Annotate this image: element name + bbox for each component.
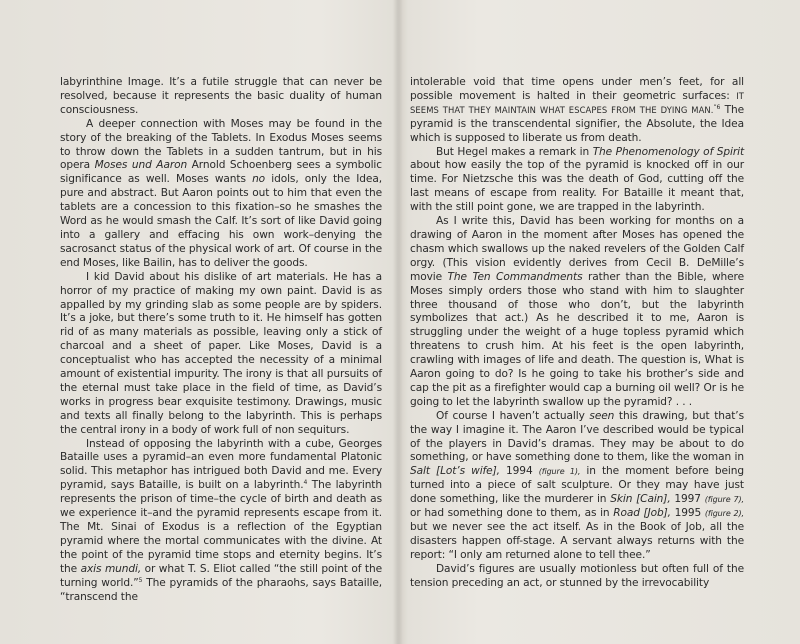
figure-reference: (figure 1), xyxy=(538,467,581,477)
paragraph: As I write this, David has been working for months on a drawing of Aaron in the moment after Moses has opened the chasm which swallows up the naked revelers of the Golden Calf orgy. (This vision evidently derives from Cecil B. DeMille’s movie The Ten Commandments rather than the Bible, where Moses simply orders those who stand with him to slaughter three thousand of those who don’t, but the labyrinth symbolizes that act.) As he described it to me, Aaron is struggling under the weight of a huge topless pyramid which threatens to crush him. At his feet is the open labyrinth, crawling with images of life and death. The question is, What is Aaron going to do? Is he going to take his brother’s side and cap the pit as a firefighter would cap a burning oil well? Or is he going to let the labyrinth swallow up the pyramid? . . . xyxy=(410,215,744,408)
paragraph: intolerable void that time opens under men’s feet, for all possible movement is halted in their geometric surfaces: IT SEEMS THAT THEY MAINTAIN WHAT ESCAPES FROM THE DYING MAN.$^{”6}$ The pyramid is the transcendental signifier, the Absolute, the Idea which is supposed to liberate us from death. xyxy=(410,76,744,144)
paragraph: Of course I haven’t actually seen this drawing, but that’s the way I imagine it. The Aaron I’ve described would be typical of the players in David’s dramas. They may be about to do something, or have something done to them, like the woman in Salt [Lot’s wife], 1994 (figure 1), in the moment before being turned into a piece of salt sculpture. Or they may have just done something, like the murderer in Skin [Cain], 1997 (figure 7), or had something done to them, as in Road [Job], 1995 (figure 2), but we never see the act itself. As in the Book of Job, all the disasters happen off-stage. A servant always returns with the report: “I only am returned alone to tell thee.” xyxy=(410,409,744,561)
figure-reference: (figure 2), xyxy=(704,509,744,519)
footnote-ref: 5 xyxy=(138,576,143,584)
paragraph: David’s figures are usually motionless but often full of the tension preceding an act, or stunned by the irrevocability xyxy=(410,562,744,589)
movie-title: The Ten Commandments xyxy=(447,270,583,283)
paragraph: A deeper connection with Moses may be found in the story of the breaking of the Tablets. In Exodus Moses seems to throw down the Tablets in a sudden tantrum, but in his opera Moses und Aaron Arnold Schoenberg sees a symbolic significance as well. Moses wants no idols, only the Idea, pure and abstract. But Aaron points out to him that even the tablets are a concession to this fixation–so he smashes the Word as he would smash the Calf. It’s sort of like David going into a gallery and effacing his own work–denying the sacrosanct status of the physical work of art. Of course in the end Moses, like Bailin, has to deliver the goods. xyxy=(60,117,382,269)
artwork-title: Salt [Lot’s wife], xyxy=(410,465,500,478)
paragraph: labyrinthine Image. It’s a futile struggle that can never be resolved, because it represents the basic duality of human consciousness. xyxy=(60,76,382,116)
footnote-ref: 4 xyxy=(303,479,308,487)
paragraph: I kid David about his dislike of art materials. He has a horror of my practice of making my own paint. David is as appalled by my grinding slab as some people are by spiders. It’s a joke, but there’s some truth to it. He himself has gotten rid of as many materials as possible, leaving only a stick of charcoal and a sheet of paper. Like Moses, David is a conceptualist who has accepted the necessity of a minimal amount of existential impurity. The irony is that all pursuits of the eternal must take place in the field of time, as David’s works in progress bear exquisite testimony. Drawings, music and texts all finally belong to the labyrinth. This is perhaps the central irony in a body of work full of non sequiturs. xyxy=(60,270,382,436)
footnote-ref: ”6 xyxy=(713,103,721,111)
figure-reference: (figure 7), xyxy=(704,495,744,505)
left-page-column xyxy=(60,76,382,604)
artwork-title: Skin [Cain], xyxy=(610,493,671,506)
paragraph: But Hegel makes a remark in The Phenomenology of Spirit about how easily the top of the pyramid is knocked off in our time. For Nietzsche this was the death of God, cutting off the last means of escape from reality. For Bataille it meant that, with the still point gone, we are trapped in the labyrinth. xyxy=(410,145,745,214)
book-gutter xyxy=(393,0,403,644)
small-caps-quote: IT SEEMS THAT THEY MAINTAIN WHAT ESCAPES FROM THE DYING MAN. xyxy=(410,90,744,115)
book-title: The Phenomenology of Spirit xyxy=(592,145,745,158)
right-page-column xyxy=(410,76,744,591)
paragraph: Instead of opposing the labyrinth with a cube, Georges Bataille uses a pyramid–an even more fundamental Platonic solid. This metaphor has intrigued both David and me. Every pyramid, says Bataille, is built on a labyrinth.$^4$ The labyrinth represents the prison of time–the cycle of birth and death as we experience it–and the pyramid represents escape from it. The Mt. Sinai of Exodus is a reflection of the Egyptian pyramid where the mortal communicates with the divine. At the point of the pyramid time stops and eternity begins. It’s the axis mundi, or what T. S. Eliot called “the still point of the turning world.”$^5$ The pyramids of the pharaohs, says Bataille, “transcend the xyxy=(60,437,382,603)
opera-title: Moses und Aaron xyxy=(94,159,188,172)
artwork-title: Road [Job], xyxy=(613,507,671,520)
